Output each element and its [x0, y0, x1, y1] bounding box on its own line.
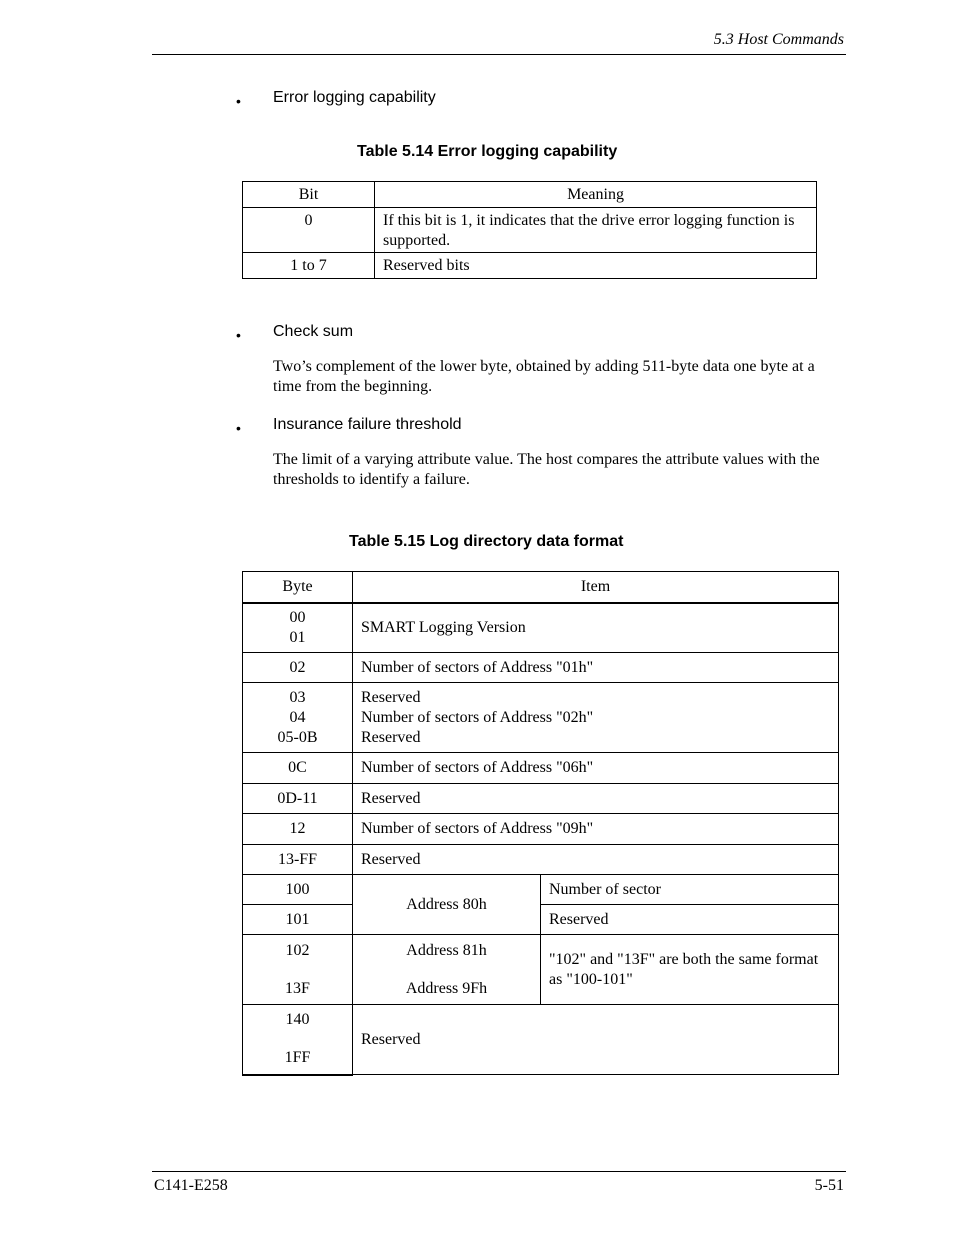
page-number: 5-51: [814, 1177, 844, 1194]
table-row: [243, 653, 839, 683]
doc-id: C141-E258: [154, 1177, 228, 1194]
byte-cell: 13-FF: [243, 845, 353, 875]
table-5-15: [242, 571, 839, 1076]
byte-cell: [243, 1005, 353, 1075]
byte-cell: [243, 683, 353, 753]
item-cell: Reserved: [353, 784, 839, 814]
checksum-label: Check sum: [273, 323, 354, 340]
table-row: [243, 208, 817, 253]
item-cell: Reserved: [353, 845, 839, 875]
byte-value: 140: [285, 1011, 310, 1029]
table-5-14: [242, 181, 817, 279]
item-cell: Number of sectors of Address "06h": [353, 753, 839, 784]
meaning-cell: Reserved bits: [375, 253, 817, 279]
address-value: Address 81h: [406, 941, 487, 959]
meaning-cell: If this bit is 1, it indicates that the drive error logging function is supported.: [375, 208, 817, 253]
byte-cell: 0C: [243, 753, 353, 784]
byte-value: 03: [289, 688, 306, 706]
address-value: Address 9Fh: [405, 979, 488, 997]
footer-rule: [152, 1171, 846, 1172]
header-meaning: Meaning: [375, 182, 817, 208]
item-cell: Number of sectors of Address "09h": [353, 814, 839, 845]
header-bit: Bit: [243, 182, 375, 208]
byte-value: 1FF: [284, 1049, 311, 1067]
byte-value: 102: [285, 941, 310, 959]
item-value: Reserved: [361, 728, 421, 746]
table-5-14-caption: Table 5.14 Error logging capability: [357, 143, 618, 160]
table-row: [243, 253, 817, 279]
table-row: [243, 905, 839, 935]
table-header-row: [243, 572, 839, 603]
table-header-row: [243, 182, 817, 208]
item-value: Number of sectors of Address "02h": [361, 708, 594, 726]
item-cell: Reserved: [353, 1005, 839, 1075]
bit-cell: 0: [243, 208, 375, 253]
table-row: [243, 814, 839, 845]
bit-cell: 1 to 7: [243, 253, 375, 279]
header-item: Item: [353, 572, 839, 603]
byte-cell: 100: [243, 875, 353, 905]
item-cell: Number of sector: [541, 875, 839, 905]
item-cell: Number of sectors of Address "01h": [353, 653, 839, 683]
byte-value: 00: [289, 608, 306, 626]
item-cell: SMART Logging Version: [353, 603, 839, 653]
address-cell: Address 80h: [353, 875, 541, 935]
table-row: [243, 784, 839, 814]
header-rule: [152, 54, 846, 55]
threshold-label: Insurance failure threshold: [273, 416, 462, 433]
byte-cell: 02: [243, 653, 353, 683]
byte-value: 05-0B: [277, 728, 318, 746]
table-row: [243, 683, 839, 753]
table-row: [243, 845, 839, 875]
table-row: [243, 935, 839, 1005]
byte-cell: [243, 935, 353, 1005]
bullet-icon: •: [236, 93, 241, 109]
header-byte: Byte: [243, 572, 353, 603]
address-cell: [353, 935, 541, 1005]
threshold-text: The limit of a varying attribute value. The host compares the attribute values with the thresholds to identify a failure.: [273, 451, 820, 488]
table-row: [243, 875, 839, 905]
byte-value: 01: [289, 628, 306, 646]
checksum-text: Two’s complement of the lower byte, obtained by adding 511-byte data one byte at a time from the beginning.: [273, 358, 815, 395]
table-5-15-caption: Table 5.15 Log directory data format: [349, 533, 624, 550]
table-row: [243, 603, 839, 653]
bullet-icon: •: [236, 327, 241, 343]
byte-cell: 101: [243, 905, 353, 935]
error-logging-label: Error logging capability: [273, 89, 436, 106]
table-row: [243, 1005, 839, 1075]
byte-value: 04: [289, 708, 306, 726]
bullet-icon: •: [236, 420, 241, 436]
item-cell: Reserved: [541, 905, 839, 935]
byte-cell: 12: [243, 814, 353, 845]
item-value: Reserved: [361, 688, 421, 706]
table-row: [243, 753, 839, 784]
byte-value: 13F: [285, 979, 310, 997]
item-cell: [353, 683, 839, 753]
byte-cell: 0D-11: [243, 784, 353, 814]
item-cell: "102" and "13F" are both the same format as "100-101": [541, 935, 839, 1005]
byte-cell: [243, 603, 353, 653]
running-header: 5.3 Host Commands: [713, 31, 844, 48]
